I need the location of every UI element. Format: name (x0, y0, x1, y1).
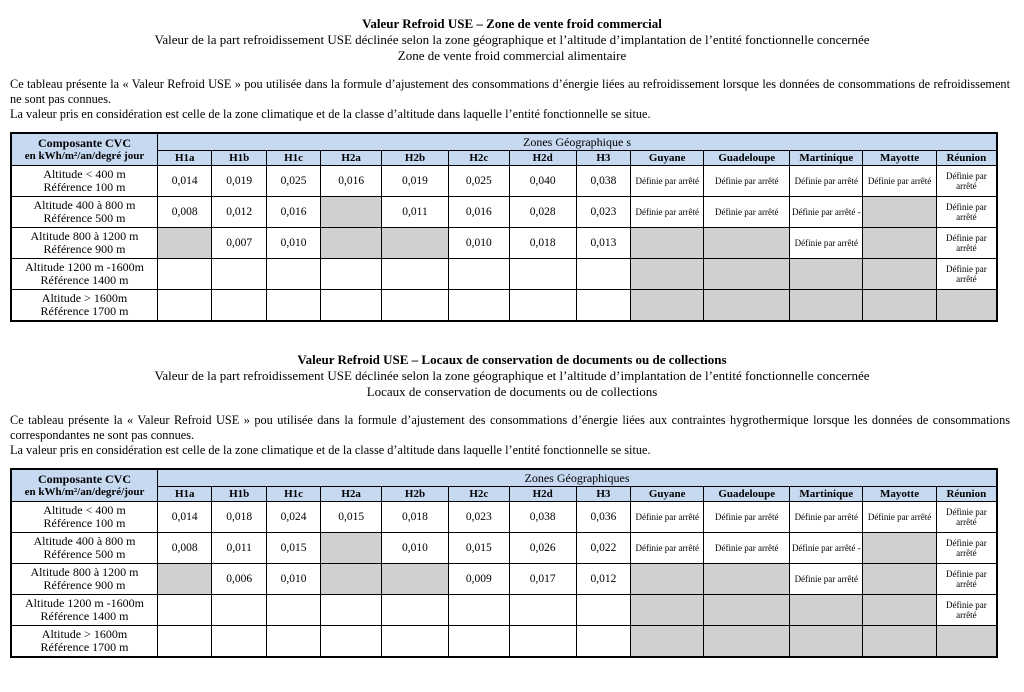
column-header: H1a (158, 487, 212, 502)
empty-cell (212, 595, 266, 626)
altitude-range: Altitude < 400 m (43, 167, 126, 181)
row-label (11, 626, 158, 657)
row-label (11, 502, 158, 533)
altitude-range: Altitude 800 à 1200 m (30, 229, 139, 243)
empty-cell (212, 626, 266, 657)
value-cell: 0,015 (321, 502, 382, 533)
value-cell: 0,016 (321, 166, 382, 197)
value-cell: 0,010 (382, 533, 449, 564)
value-cell: 0,008 (158, 533, 212, 564)
column-header: H2d (509, 487, 576, 502)
section-title: Valeur Refroid USE – Zone de vente froid commercial (362, 16, 662, 31)
value-cell: 0,023 (448, 502, 509, 533)
column-header: Réunion (936, 487, 997, 502)
value-cell: Définie par arrêté (704, 166, 790, 197)
value-cell: 0,014 (158, 502, 212, 533)
column-header: Martinique (790, 151, 863, 166)
value-cell: 0,019 (382, 166, 449, 197)
empty-cell (266, 290, 320, 321)
altitude-range: Altitude 400 à 800 m (33, 198, 136, 212)
empty-cell (509, 290, 576, 321)
column-header: H1b (212, 151, 266, 166)
zones-header: Zones Géographique s (158, 133, 997, 151)
data-table (10, 132, 998, 322)
value-cell: Définie par arrêté - (790, 533, 863, 564)
value-cell: 0,007 (212, 228, 266, 259)
empty-cell (321, 626, 382, 657)
not-applicable-cell (704, 626, 790, 657)
value-cell: 0,024 (266, 502, 320, 533)
empty-cell (382, 290, 449, 321)
value-cell: Définie par arrêté (936, 197, 997, 228)
empty-cell (576, 290, 630, 321)
reference-altitude: Référence 900 m (43, 242, 126, 256)
empty-cell (448, 626, 509, 657)
description-paragraph: Ce tableau présente la « Valeur Refroid USE » pou utilisée dans la formule d’ajustement des consommations d’énergie liées au refroidissement lorsque les données de consommations de refroidissement ne sont pas connues. (10, 77, 1010, 106)
column-header: Guyane (631, 487, 704, 502)
empty-cell (509, 626, 576, 657)
value-cell: Définie par arrêté (863, 166, 936, 197)
column-header: Guadeloupe (704, 487, 790, 502)
corner-title: Composante CVC (38, 471, 132, 486)
value-cell: 0,038 (509, 502, 576, 533)
not-applicable-cell (863, 626, 936, 657)
not-applicable-cell (631, 290, 704, 321)
value-cell: 0,025 (448, 166, 509, 197)
column-header: Mayotte (863, 487, 936, 502)
reference-altitude: Référence 1700 m (40, 303, 129, 318)
empty-cell (576, 595, 630, 626)
empty-cell (266, 595, 320, 626)
section-description (10, 77, 1010, 122)
column-header: H1a (158, 151, 212, 166)
altitude-range: Altitude < 400 m (43, 503, 126, 517)
empty-cell (382, 626, 449, 657)
section-subtitle: Valeur de la part refroidissement USE déclinée selon la zone géographique et l’altitude d’implantation de l’entité fonctionnelle concernée (154, 368, 870, 383)
value-cell: 0,011 (212, 533, 266, 564)
value-cell: 0,008 (158, 197, 212, 228)
row-label (11, 228, 158, 259)
row-label (11, 197, 158, 228)
table-row (11, 626, 997, 657)
not-applicable-cell (631, 259, 704, 290)
empty-cell (448, 290, 509, 321)
table-row (11, 564, 997, 595)
column-header: H1b (212, 487, 266, 502)
value-cell: Définie par arrêté (936, 595, 997, 626)
column-header: H3 (576, 487, 630, 502)
empty-cell (212, 290, 266, 321)
value-cell: Définie par arrêté (790, 228, 863, 259)
not-applicable-cell (704, 595, 790, 626)
value-cell: Définie par arrêté (936, 166, 997, 197)
value-cell: Définie par arrêté (936, 228, 997, 259)
corner-header (11, 133, 158, 166)
value-cell: Définie par arrêté (790, 564, 863, 595)
not-applicable-cell (631, 564, 704, 595)
value-cell: 0,013 (576, 228, 630, 259)
corner-unit: en kWh/m²/an/degré/jour (24, 485, 145, 498)
value-cell: Définie par arrêté (863, 502, 936, 533)
value-cell: 0,040 (509, 166, 576, 197)
not-applicable-cell (790, 290, 863, 321)
column-header: H2b (382, 487, 449, 502)
row-label (11, 533, 158, 564)
value-cell: Définie par arrêté (790, 166, 863, 197)
empty-cell (158, 290, 212, 321)
reference-altitude: Référence 500 m (43, 211, 126, 225)
section-subtitle-2: Zone de vente froid commercial alimentaire (397, 48, 627, 63)
value-cell: 0,028 (509, 197, 576, 228)
table-row (11, 595, 997, 626)
corner-unit: en kWh/m²/an/degré jour (24, 149, 145, 162)
value-cell: 0,010 (448, 228, 509, 259)
empty-cell (266, 259, 320, 290)
corner-header (11, 469, 158, 502)
not-applicable-cell (936, 626, 997, 657)
section-subtitle: Valeur de la part refroidissement USE déclinée selon la zone géographique et l’altitude d’implantation de l’entité fonctionnelle concernée (154, 32, 870, 47)
value-cell: 0,023 (576, 197, 630, 228)
reference-altitude: Référence 100 m (43, 180, 126, 194)
column-header: H3 (576, 151, 630, 166)
empty-cell (321, 290, 382, 321)
data-table (10, 468, 998, 658)
altitude-range: Altitude 400 à 800 m (33, 534, 136, 548)
not-applicable-cell (863, 595, 936, 626)
value-cell: Définie par arrêté (631, 197, 704, 228)
value-cell: Définie par arrêté (936, 533, 997, 564)
empty-cell (321, 259, 382, 290)
empty-cell (576, 626, 630, 657)
value-cell: Définie par arrêté (936, 502, 997, 533)
table-row (11, 197, 997, 228)
value-cell: 0,019 (212, 166, 266, 197)
column-header: H2b (382, 151, 449, 166)
empty-cell (509, 259, 576, 290)
not-applicable-cell (790, 259, 863, 290)
value-cell: 0,015 (266, 533, 320, 564)
row-label (11, 595, 158, 626)
table-row (11, 533, 997, 564)
not-applicable-cell (704, 290, 790, 321)
not-applicable-cell (321, 564, 382, 595)
altitude-range: Altitude 1200 m -1600m (25, 596, 145, 610)
empty-cell (448, 259, 509, 290)
empty-cell (158, 259, 212, 290)
row-label (11, 166, 158, 197)
empty-cell (212, 259, 266, 290)
column-header: Réunion (936, 151, 997, 166)
section-froid-commercial (0, 16, 1024, 64)
column-header: Guyane (631, 151, 704, 166)
value-cell: 0,018 (212, 502, 266, 533)
value-cell: 0,018 (509, 228, 576, 259)
column-header: Mayotte (863, 151, 936, 166)
value-cell: Définie par arrêté (631, 166, 704, 197)
description-note: La valeur pris en considération est celle de la zone climatique et de la classe d’altitude dans laquelle l’entité fonctionnelle se situe. (10, 107, 651, 121)
empty-cell (321, 595, 382, 626)
value-cell: Définie par arrêté (936, 564, 997, 595)
value-cell: 0,017 (509, 564, 576, 595)
value-cell: Définie par arrêté (704, 197, 790, 228)
empty-cell (576, 259, 630, 290)
reference-altitude: Référence 900 m (43, 578, 126, 592)
value-cell: Définie par arrêté (704, 502, 790, 533)
value-cell: 0,025 (266, 166, 320, 197)
corner-title: Composante CVC (38, 135, 132, 150)
column-header: H2c (448, 151, 509, 166)
table-row (11, 502, 997, 533)
not-applicable-cell (158, 564, 212, 595)
not-applicable-cell (863, 533, 936, 564)
value-cell: 0,026 (509, 533, 576, 564)
not-applicable-cell (863, 290, 936, 321)
value-cell: 0,006 (212, 564, 266, 595)
column-header: H1c (266, 151, 320, 166)
not-applicable-cell (790, 595, 863, 626)
value-cell: 0,022 (576, 533, 630, 564)
table-row (11, 228, 997, 259)
zones-header: Zones Géographiques (158, 469, 997, 487)
row-label (11, 290, 158, 321)
value-cell: Définie par arrêté (631, 533, 704, 564)
not-applicable-cell (790, 626, 863, 657)
value-cell: 0,018 (382, 502, 449, 533)
row-label (11, 259, 158, 290)
column-header: Guadeloupe (704, 151, 790, 166)
not-applicable-cell (321, 228, 382, 259)
value-cell: 0,038 (576, 166, 630, 197)
reference-altitude: Référence 1400 m (40, 609, 129, 623)
description-paragraph: Ce tableau présente la « Valeur Refroid USE » pou utilisée dans la formule d’ajustement des consommations d’énergie liées aux contraintes hygrothermique lorsque les données de consommations correspondantes ne sont pas connues. (10, 413, 1010, 442)
value-cell: 0,016 (266, 197, 320, 228)
altitude-range: Altitude 800 à 1200 m (30, 565, 139, 579)
value-cell: 0,011 (382, 197, 449, 228)
column-header: H2a (321, 151, 382, 166)
section-subtitle-2: Locaux de conservation de documents ou de collections (366, 384, 658, 399)
value-cell: Définie par arrêté (631, 502, 704, 533)
column-header: Martinique (790, 487, 863, 502)
empty-cell (382, 259, 449, 290)
reference-altitude: Référence 1700 m (40, 639, 129, 654)
not-applicable-cell (704, 228, 790, 259)
empty-cell (158, 626, 212, 657)
table-row (11, 166, 997, 197)
column-header: H2a (321, 487, 382, 502)
empty-cell (509, 595, 576, 626)
value-cell: Définie par arrêté (936, 259, 997, 290)
reference-altitude: Référence 1400 m (40, 273, 129, 287)
not-applicable-cell (863, 228, 936, 259)
not-applicable-cell (631, 626, 704, 657)
value-cell: 0,016 (448, 197, 509, 228)
not-applicable-cell (631, 228, 704, 259)
reference-altitude: Référence 100 m (43, 516, 126, 530)
description-note: La valeur pris en considération est celle de la zone climatique et de la classe d’altitude dans laquelle l’entité fonctionnelle se situe. (10, 443, 651, 457)
section-conservation-documents (0, 352, 1024, 400)
value-cell: 0,009 (448, 564, 509, 595)
reference-altitude: Référence 500 m (43, 547, 126, 561)
not-applicable-cell (704, 259, 790, 290)
not-applicable-cell (863, 197, 936, 228)
not-applicable-cell (382, 228, 449, 259)
empty-cell (266, 626, 320, 657)
value-cell: 0,012 (212, 197, 266, 228)
not-applicable-cell (863, 564, 936, 595)
value-cell: 0,036 (576, 502, 630, 533)
not-applicable-cell (382, 564, 449, 595)
column-header: H2c (448, 487, 509, 502)
value-cell: 0,015 (448, 533, 509, 564)
not-applicable-cell (631, 595, 704, 626)
section-title: Valeur Refroid USE – Locaux de conservation de documents ou de collections (297, 352, 727, 367)
column-header: H2d (509, 151, 576, 166)
not-applicable-cell (321, 533, 382, 564)
value-cell: 0,014 (158, 166, 212, 197)
section-description (10, 413, 1010, 458)
value-cell: 0,010 (266, 228, 320, 259)
value-cell: Définie par arrêté - (790, 197, 863, 228)
table-row (11, 259, 997, 290)
empty-cell (382, 595, 449, 626)
not-applicable-cell (321, 197, 382, 228)
value-cell: Définie par arrêté (704, 533, 790, 564)
empty-cell (158, 595, 212, 626)
empty-cell (448, 595, 509, 626)
not-applicable-cell (158, 228, 212, 259)
value-cell: Définie par arrêté (790, 502, 863, 533)
not-applicable-cell (704, 564, 790, 595)
table-row (11, 290, 997, 321)
not-applicable-cell (863, 259, 936, 290)
altitude-range: Altitude 1200 m -1600m (25, 260, 145, 274)
row-label (11, 564, 158, 595)
value-cell: 0,012 (576, 564, 630, 595)
altitude-range: Altitude > 1600m (41, 290, 128, 305)
not-applicable-cell (936, 290, 997, 321)
altitude-range: Altitude > 1600m (41, 626, 128, 641)
column-header: H1c (266, 487, 320, 502)
value-cell: 0,010 (266, 564, 320, 595)
